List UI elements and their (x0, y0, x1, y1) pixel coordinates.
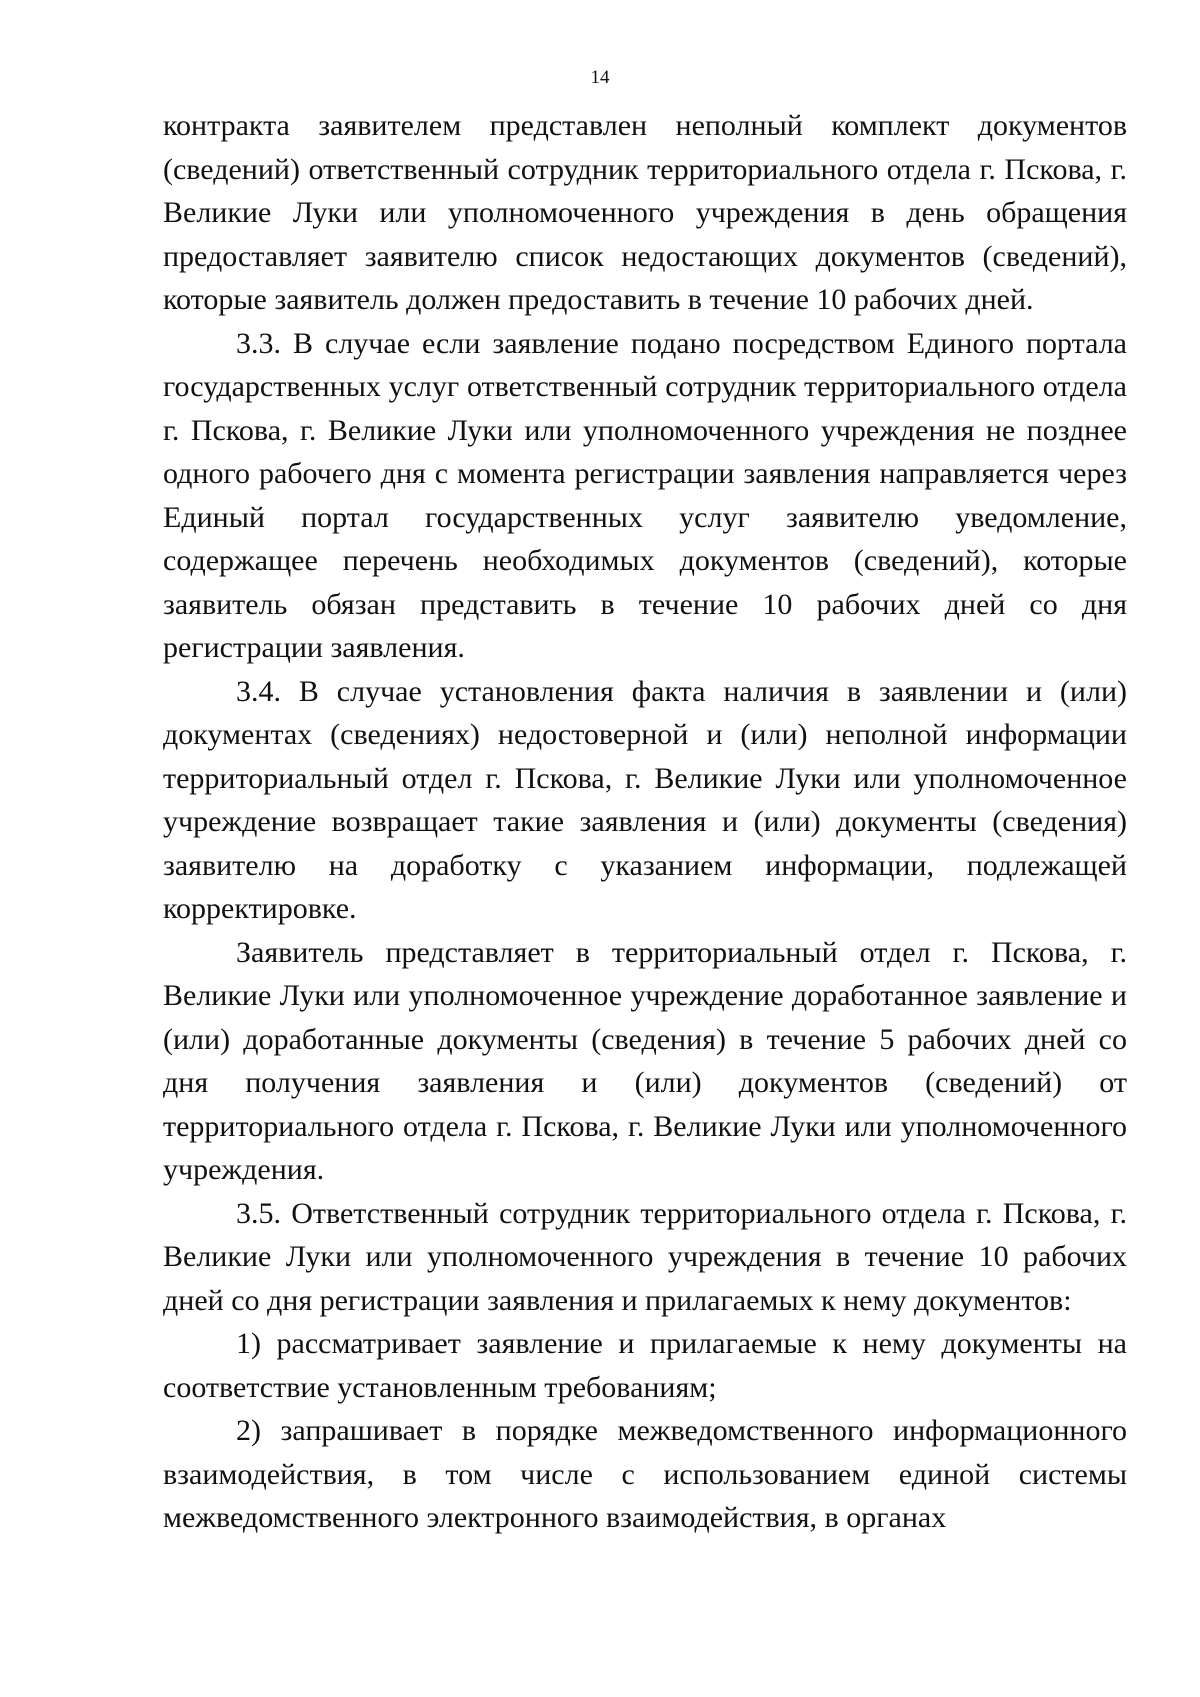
list-item-1: 1) рассматривает заявление и прилагаемые к нему документы на соответствие установленным требованиям; (163, 1327, 1127, 1404)
paragraph-applicant-resubmission: Заявитель представляет в территориальный отдел г. Пскова, г. Великие Луки или уполномоченное учреждение доработанное заявление и (или) доработанные документы (сведения) в течение 5 рабочих дней со дня получения заявления и (или) документов (сведений) от территориального отдела г. Пскова, г. Великие Луки или уполномоченного учреждения. (163, 935, 1127, 1186)
paragraph-continuation: контракта заявителем представлен неполный комплект документов (сведений) ответственный сотрудник территориального отдела г. Пскова, г. Великие Луки или уполномоченного учреждения в день обращения предоставляет заявителю список недостающих документов (сведений), которые заявитель должен предоставить в течение 10 рабочих дней. (163, 109, 1127, 316)
paragraph-3-3: 3.3. В случае если заявление подано посредством Единого портала государственных услуг ответственный сотрудник территориального отдела г. Пскова, г. Великие Луки или уполномоченного учреждения не позднее одного рабочего дня с момента регистрации заявления направляется через Единый портал государственных услуг заявителю уведомление, содержащее перечень необходимых документов (сведений), которые заявитель обязан представить в течение 10 рабочих дней со дня регистрации заявления. (163, 326, 1127, 664)
page-number: 14 (590, 67, 610, 88)
list-item-2: 2) запрашивает в порядке межведомственного информационного взаимодействия, в том числе с использованием единой системы межведомственного электронного взаимодействия, в органах (163, 1414, 1127, 1534)
paragraph-3-5: 3.5. Ответственный сотрудник территориального отдела г. Пскова, г. Великие Луки или уполномоченного учреждения в течение 10 рабочих дней со дня регистрации заявления и прилагаемых к нему документов: (163, 1196, 1127, 1317)
document-body (163, 104, 1127, 1540)
paragraph-3-4: 3.4. В случае установления факта наличия в заявлении и (или) документах (сведениях) недостоверной и (или) неполной информации территориальный отдел г. Пскова, г. Великие Луки или уполномоченное учреждение возвращает такие заявления и (или) документы (сведения) заявителю на доработку с указанием информации, подлежащей корректировке. (163, 674, 1127, 925)
